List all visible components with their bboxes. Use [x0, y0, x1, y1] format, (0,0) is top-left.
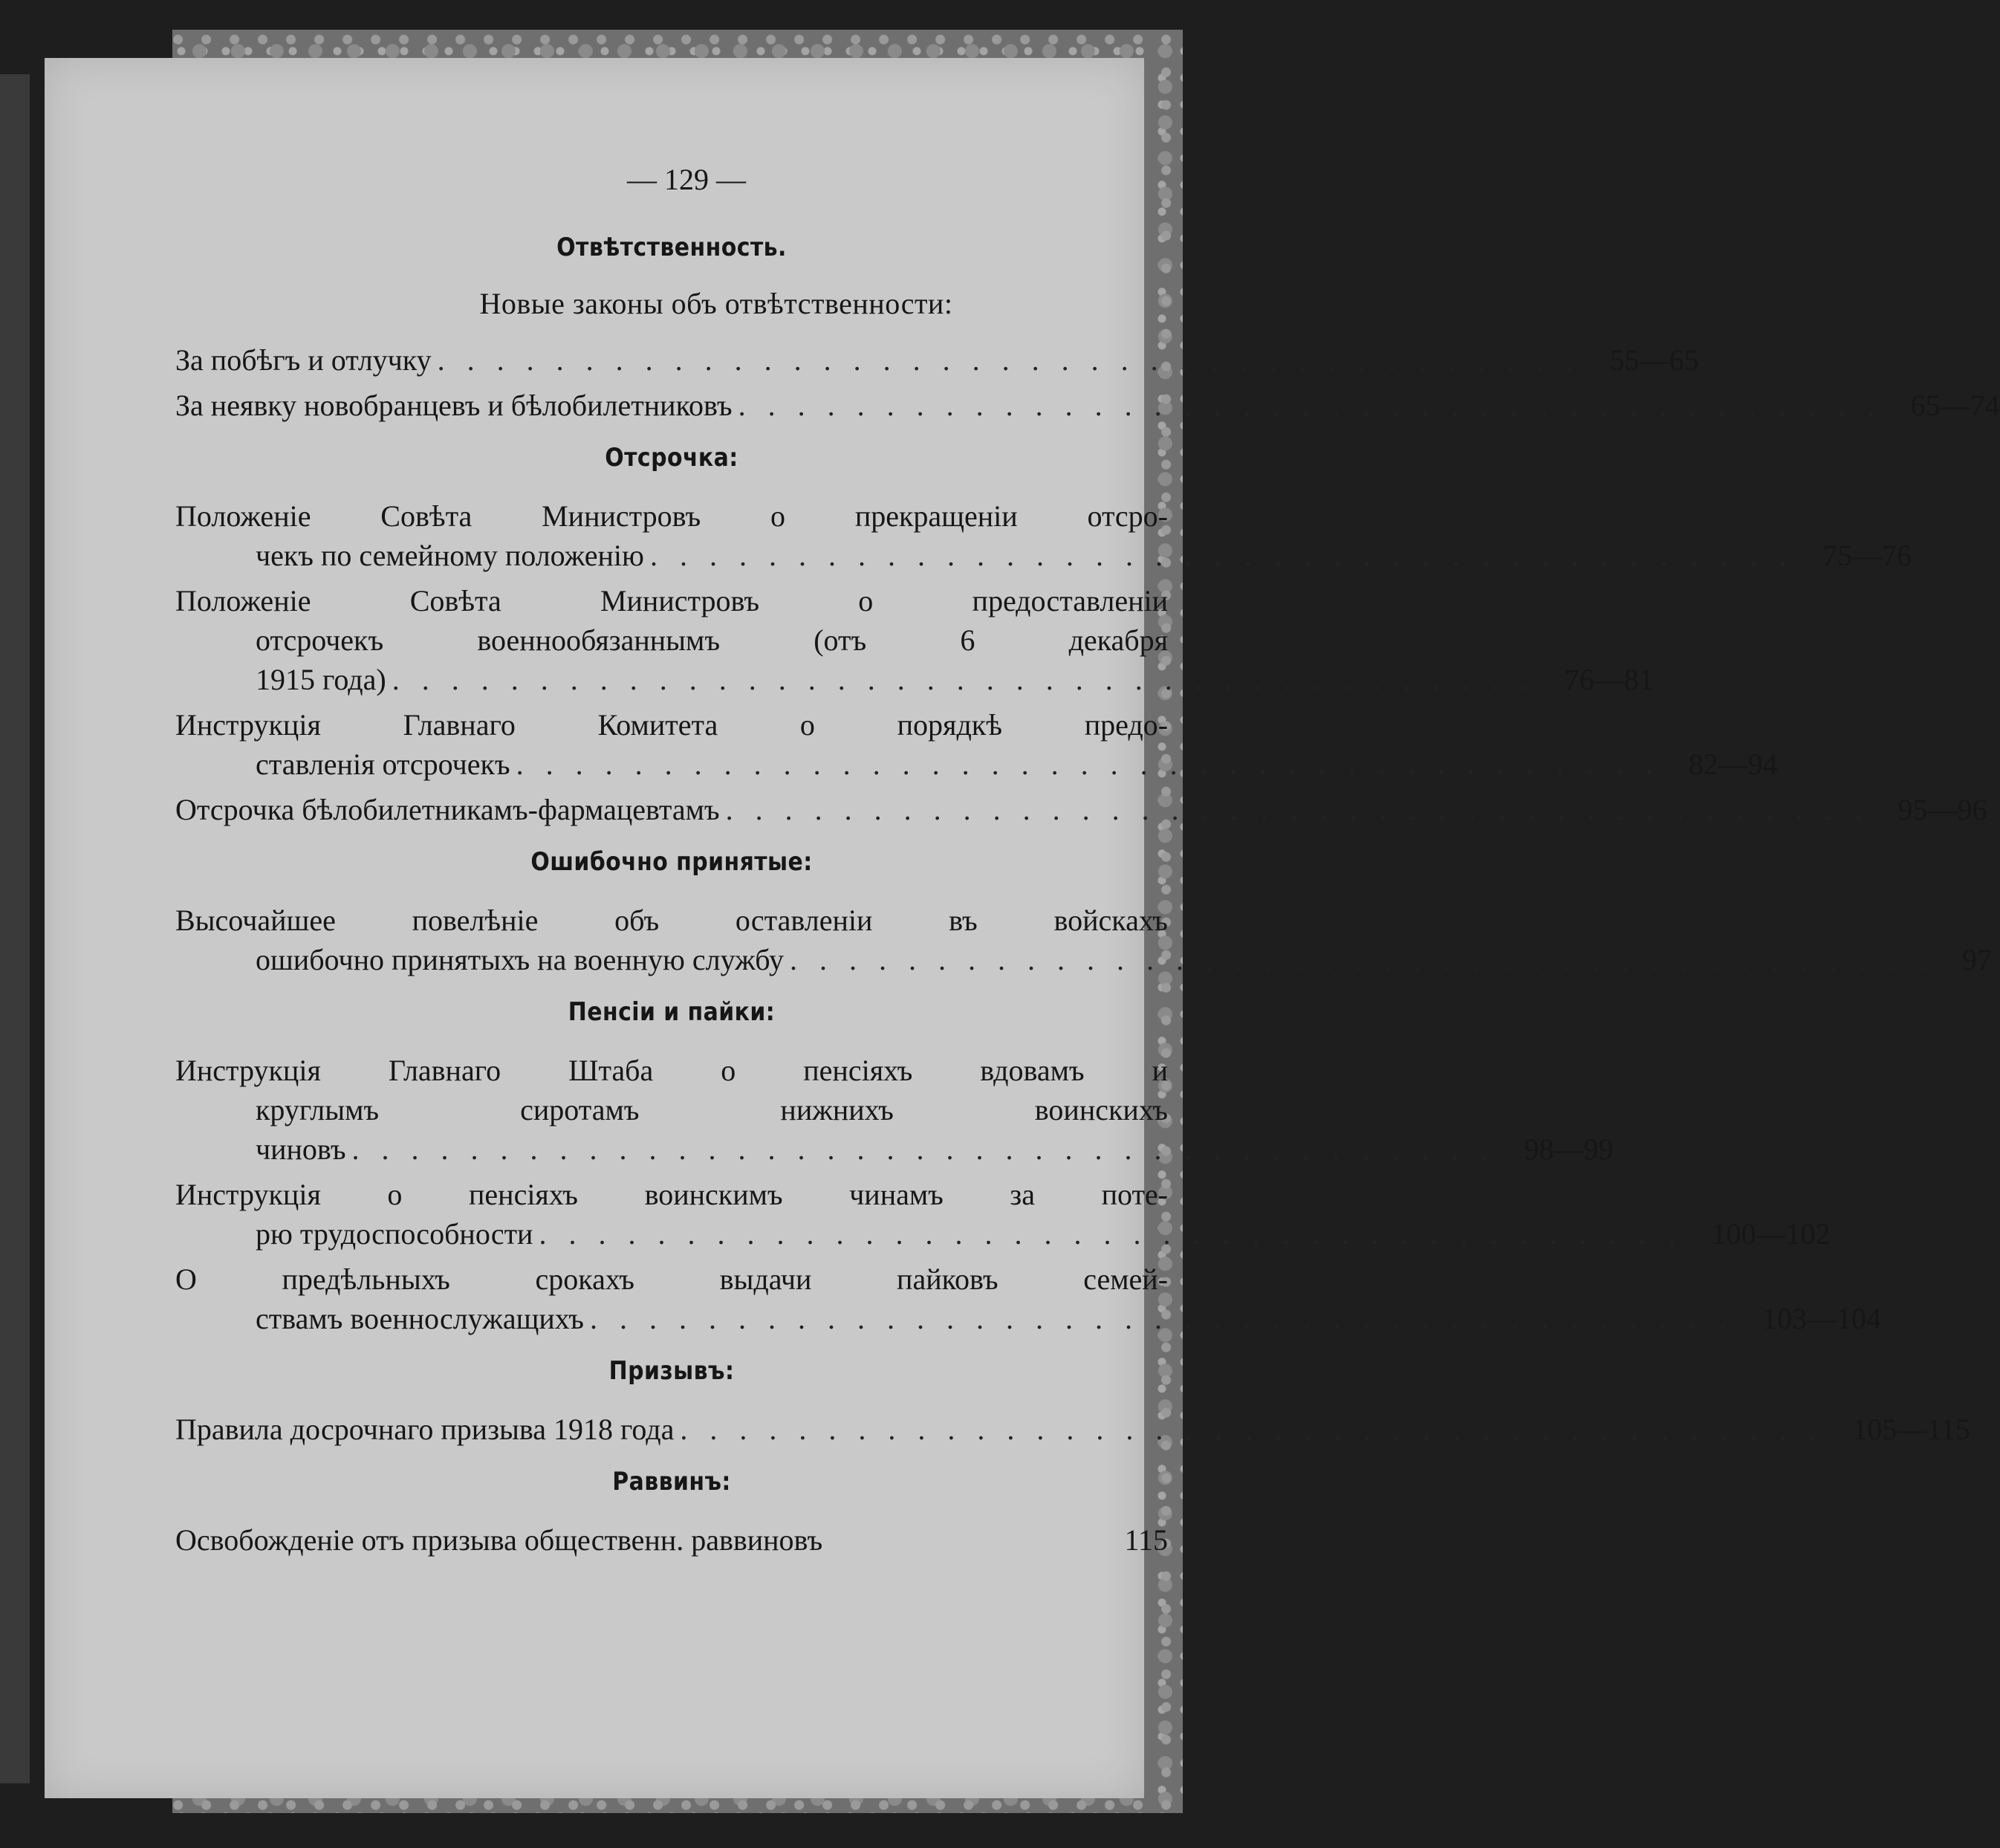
leader-dots: .......................................: [738, 389, 1897, 422]
entry-pages: 100—102: [1711, 1217, 1831, 1251]
entry-line: чиновъ: [256, 1132, 346, 1166]
section-heading: Раввинъ:: [612, 1467, 731, 1497]
entry-line: О предѣльныхъ срокахъ выдачи пайковъ семей-: [175, 1262, 1168, 1296]
section-heading: Призывъ:: [608, 1356, 735, 1386]
toc-entry: [175, 581, 1654, 699]
entry-line: ствамъ военнослужащихъ: [256, 1302, 584, 1335]
entry-title: За побѣгъ и отлучку: [175, 343, 432, 377]
entry-pages: 55—65: [1609, 343, 1699, 377]
entry-title: Освобожденіе отъ призыва общественн. раввиновъ: [175, 1523, 823, 1557]
entry-pages: 82—94: [1688, 748, 1778, 781]
entry-pages: 95—96: [1897, 793, 1987, 826]
section-heading: Отвѣтственность.: [556, 233, 787, 262]
entry-pages: 115: [1124, 1523, 1168, 1557]
entry-line: Инструкція Главнаго Комитета о порядкѣ предо-: [175, 708, 1168, 742]
entry-line: ошибочно принятыхъ на военную службу: [256, 943, 785, 976]
entry-pages: 65—74: [1910, 389, 2000, 422]
toc-entry: [175, 496, 1912, 575]
toc-entry: [175, 790, 1987, 829]
toc-entry-cut-off: [175, 1520, 1168, 1557]
entry-line: Положеніе Совѣта Министровъ о прекращеніи отсро-: [175, 499, 1168, 533]
leader-dots: .......................................: [539, 1217, 1698, 1251]
book-page: [45, 58, 2000, 1798]
leader-dots: .......................................: [725, 793, 1885, 826]
table-of-contents: [175, 162, 2000, 1557]
entry-line: отсрочекъ военнообязаннымъ (отъ 6 декабря: [256, 623, 1168, 657]
entry-pages: 103—104: [1762, 1302, 1881, 1335]
entry-pages: 98—99: [1524, 1132, 1614, 1166]
section-heading: Пенсіи и пайки:: [568, 997, 776, 1027]
leader-dots: .......................................: [351, 1132, 1511, 1166]
leader-dots: .......................................: [516, 748, 1675, 781]
entry-pages: 75—76: [1822, 539, 1912, 572]
toc-entry: [175, 1410, 1970, 1449]
entry-line: ставленія отсрочекъ: [256, 748, 510, 781]
entry-line: круглымъ сиротамъ нижнихъ воинскихъ: [256, 1093, 1168, 1126]
section-subheading: Новые законы объ отвѣтственности:: [479, 287, 953, 320]
entry-pages: 76—81: [1564, 663, 1654, 696]
leader-dots: .......................................: [589, 1302, 1749, 1335]
entry-line: чекъ по семейному положенію: [256, 539, 644, 572]
leader-dots: .......................................: [680, 1413, 1840, 1446]
toc-entry: [175, 1175, 1831, 1254]
leader-dots: .......................................: [437, 343, 1597, 377]
entry-line: 1915 года): [256, 663, 386, 696]
entry-line: Положеніе Совѣта Министровъ о предоставленіи: [175, 584, 1168, 617]
entry-pages: 105—115: [1852, 1413, 1970, 1446]
section-heading: Отсрочка:: [605, 443, 738, 473]
toc-entry: [175, 1259, 1881, 1338]
entry-line: Инструкція о пенсіяхъ воинскимъ чинамъ за поте-: [175, 1178, 1168, 1211]
entry-pages: 97: [1962, 943, 1993, 976]
toc-entry: [175, 340, 1699, 380]
entry-title: За неявку новобранцевъ и бѣлобилетниковъ: [175, 389, 733, 422]
page-number: — 129 —: [627, 163, 746, 196]
entry-title: Правила досрочнаго призыва 1918 года: [175, 1413, 675, 1446]
entry-title: Отсрочка бѣлобилетникамъ-фармацевтамъ: [175, 793, 720, 826]
section-heading: Ошибочно принятые:: [530, 847, 813, 877]
entry-line: Инструкція Главнаго Штаба о пенсіяхъ вдовамъ и: [175, 1054, 1168, 1087]
leader-dots: .......................................: [392, 663, 1551, 696]
toc-entry: [175, 901, 1993, 979]
entry-line: Высочайшее повелѣніе объ оставленіи въ войскахъ: [175, 904, 1168, 937]
leader-dots: .......................................: [649, 539, 1809, 572]
toc-entry: [175, 1051, 1614, 1169]
toc-entry: [175, 386, 2000, 425]
leader-dots: .......................................: [790, 943, 1949, 976]
binding-edge: [0, 74, 30, 1783]
toc-entry: [175, 705, 1778, 784]
entry-line: рю трудоспособности: [256, 1217, 533, 1251]
